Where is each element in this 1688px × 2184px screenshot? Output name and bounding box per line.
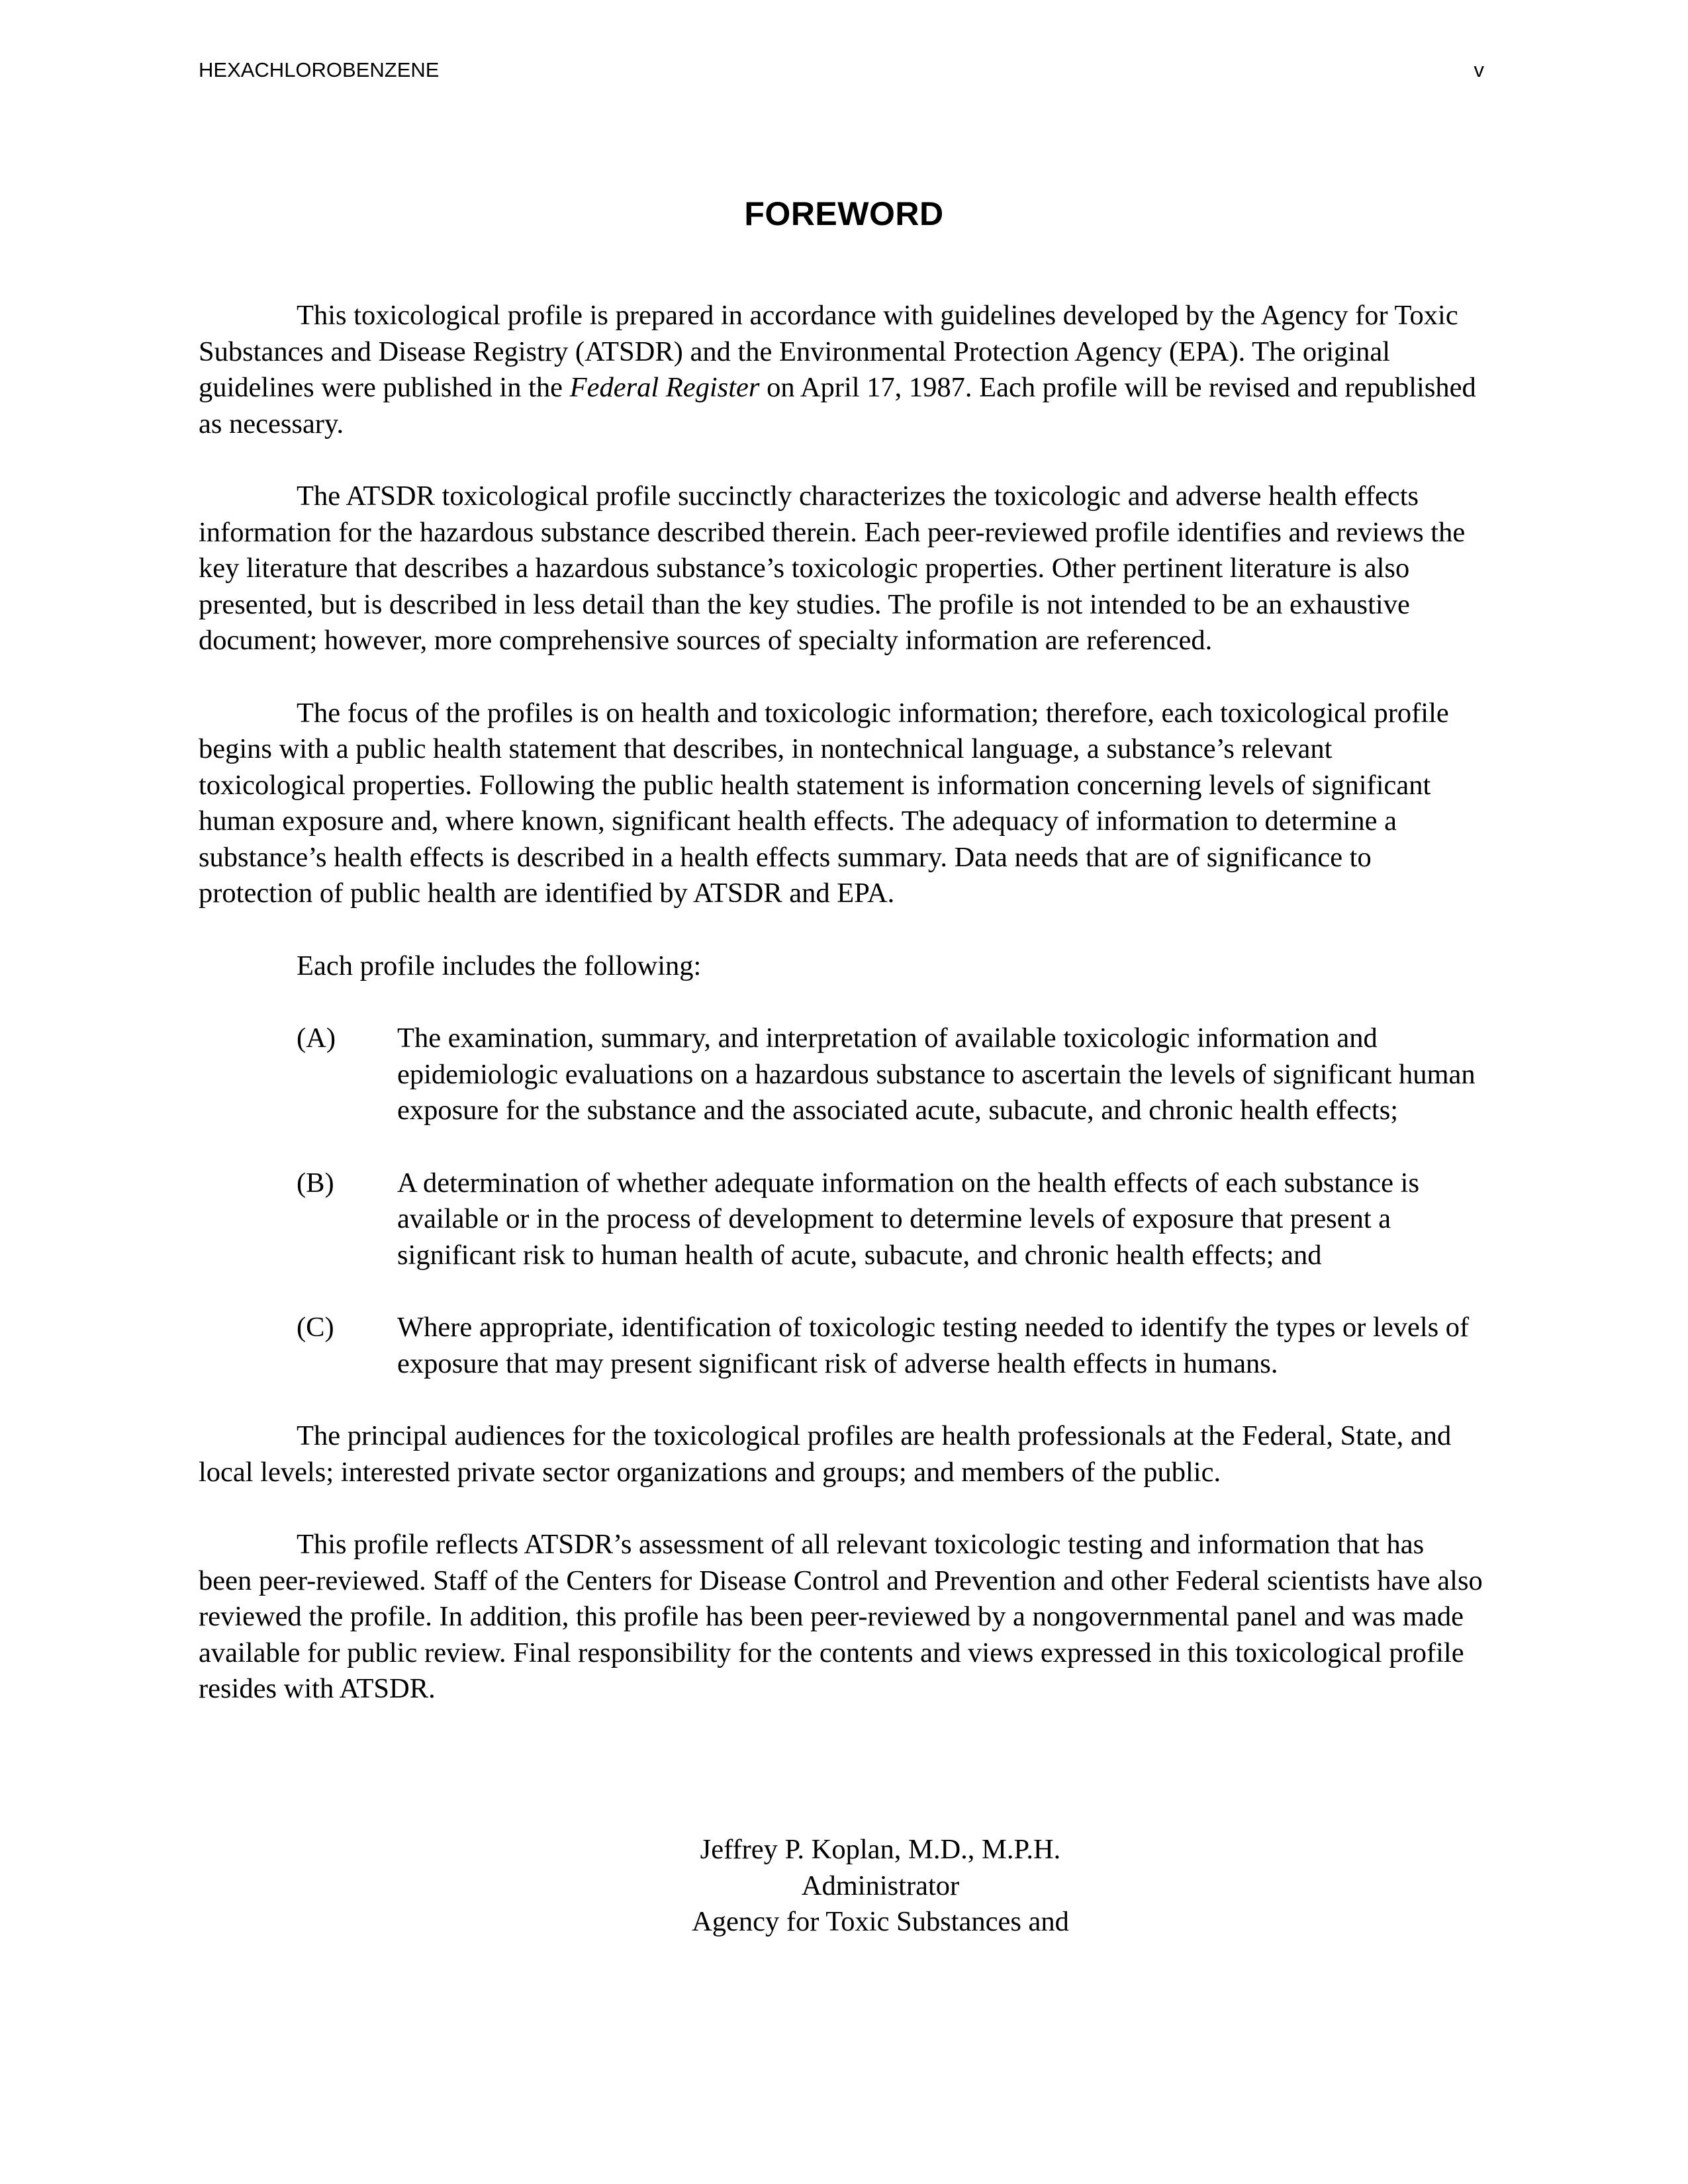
list-item-text: A determination of whether adequate information on the health effects of each substance is available or in the process of development to determine levels of exposure that present a significant risk to human health of acute, subacute, and chronic health effects; and — [397, 1167, 1420, 1271]
signatory-name: Jeffrey P. Koplan, M.D., M.P.H. — [700, 1834, 1061, 1865]
body-text — [199, 298, 1484, 1744]
signatory-title: Administrator — [801, 1870, 960, 1901]
running-title: HEXACHLOROBENZENE — [199, 58, 440, 81]
paragraph-guidelines-text-after: on April 17, 1987. Each profile will be revised and republished as necessary. — [199, 372, 1476, 439]
list-item-text: Where appropriate, identification of toxicologic testing needed to identify the types or levels of exposure that may present significant risk of adverse health effects in humans. — [397, 1312, 1470, 1379]
paragraph-audiences: The principal audiences for the toxicological profiles are health professionals at the Federal, State, and local levels; interested private sector organizations and groups; and members of the public. — [199, 1420, 1452, 1488]
paragraph-list-intro: Each profile includes the following: — [297, 950, 702, 981]
list-item — [199, 1310, 1484, 1382]
list-item — [199, 1021, 1484, 1129]
page-number: v — [1474, 58, 1484, 81]
paragraph-focus: The focus of the profiles is on health and toxicologic information; therefore, each toxicological profile begins with a public health statement that describes, in nontechnical language, a substance’s relevant toxicological properties. Following the public health statement is information concerning levels of significant human exposure and, where known, significant health effects. The adequacy of information to determine a substance’s health effects is described in a health effects summary. Data needs that are of significance to protection of public health are identified by ATSDR and EPA. — [199, 697, 1449, 909]
paragraph-review: This profile reflects ATSDR’s assessment of all relevant toxicologic testing and information that has been peer-reviewed. Staff of the Centers for Disease Control and Prevention and other Federal scientists have also reviewed the profile. In addition, this profile has been peer-reviewed by a nongovernmental panel and was made available for public review. Final responsibility for the contents and views expressed in this toxicological profile resides with ATSDR. — [199, 1529, 1483, 1704]
paragraph-guidelines — [199, 298, 1484, 442]
profile-contents-list — [199, 1021, 1484, 1382]
section-heading: FOREWORD — [744, 195, 944, 232]
list-marker: (B) — [297, 1167, 334, 1199]
list-marker: (A) — [297, 1023, 336, 1054]
signatory-agency: Agency for Toxic Substances and — [692, 1906, 1069, 1937]
running-header — [199, 58, 1484, 91]
list-item — [199, 1165, 1484, 1274]
paragraph-characterization: The ATSDR toxicological profile succinctly characterizes the toxicologic and adverse health effects information for the hazardous substance described therein. Each peer-reviewed profile identifies and reviews the key literature that describes a hazardous substance’s toxicologic properties. Other pertinent literature is also presented, but is described in less detail than the key studies. The profile is not intended to be an exhaustive document; however, more comprehensive sources of specialty information are referenced. — [199, 480, 1466, 656]
signature-block — [0, 1832, 1688, 1940]
list-marker: (C) — [297, 1312, 334, 1343]
list-item-text: The examination, summary, and interpretation of available toxicologic information and epidemiologic evaluations on a hazardous substance to ascertain the levels of significant human exposure for the substance and the associated acute, subacute, and chronic health effects; — [397, 1023, 1476, 1126]
federal-register-italic: Federal Register — [569, 372, 760, 403]
paragraph-guidelines-text-before: This toxicological profile is prepared in accordance with guidelines developed by the Agency for Toxic Substances and Disease Registry (ATSDR) and the Environmental Protection Agency (EPA). The original guidelines were published in the — [199, 300, 1458, 403]
